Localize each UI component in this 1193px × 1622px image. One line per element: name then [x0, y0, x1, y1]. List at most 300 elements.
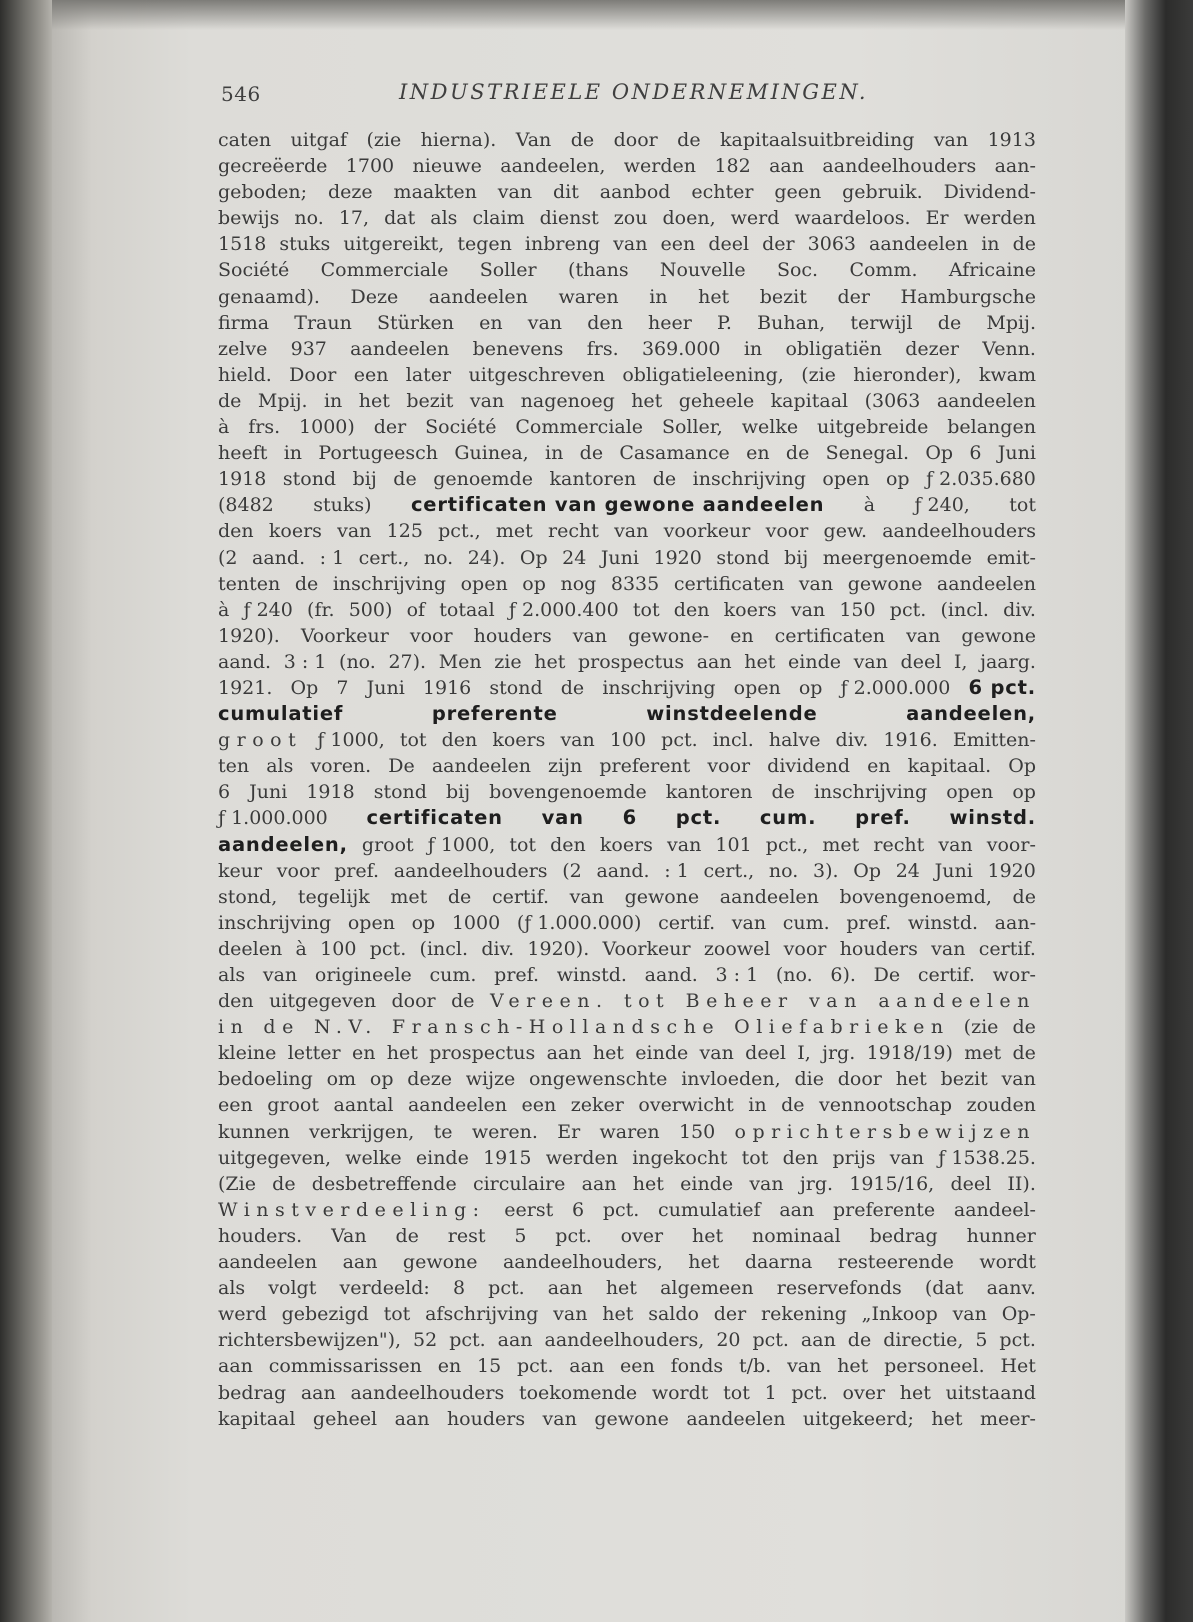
word: van	[787, 1355, 822, 1378]
word: aan	[497, 1329, 533, 1352]
word: 3 : 1	[283, 650, 327, 673]
text-line	[218, 1014, 1036, 1040]
word: tot	[509, 833, 537, 856]
text-line	[218, 231, 1036, 257]
word: I,	[797, 1042, 811, 1065]
bold-phrase: winstdeelende	[646, 702, 818, 726]
word: Hamburgsche	[900, 285, 1036, 308]
word: groot	[361, 833, 414, 856]
word: 1916	[422, 676, 472, 699]
word: deel	[745, 1042, 786, 1065]
word: richtersbewijzen"),	[218, 1329, 402, 1352]
word: koers	[599, 833, 653, 856]
text-line	[218, 466, 1036, 492]
word: kantoren	[549, 468, 637, 491]
word: den	[587, 311, 623, 334]
word: gebruik.	[842, 181, 923, 204]
word: 7	[336, 676, 349, 699]
word: à	[863, 494, 876, 517]
word: 1920	[653, 546, 702, 569]
word: werden	[963, 207, 1036, 230]
text-line	[218, 936, 1036, 962]
word: het	[386, 1042, 418, 1065]
text-line	[218, 1380, 1036, 1406]
word: einde	[415, 1146, 469, 1169]
word: van	[553, 1303, 588, 1326]
word: nominaal	[751, 1224, 841, 1247]
word: jrg.	[799, 1172, 834, 1195]
word: koers	[723, 598, 777, 621]
text-line	[218, 1119, 1036, 1145]
word: De	[388, 755, 415, 778]
text-line	[218, 701, 1036, 727]
text-line	[218, 310, 1036, 336]
word: ƒ 1000,	[317, 729, 385, 752]
word: certif.	[978, 937, 1036, 960]
word: tot	[741, 1146, 769, 1169]
word: waren	[558, 285, 619, 308]
word: op	[369, 1068, 394, 1091]
word: prospectus	[578, 650, 685, 673]
word: cumulatief	[658, 1198, 761, 1221]
word: werden	[623, 155, 697, 178]
word: letter	[287, 1042, 341, 1065]
word: het	[605, 1277, 637, 1300]
word: de	[1012, 1016, 1036, 1039]
spaced-phrase: de	[263, 1016, 300, 1039]
word: tegen	[457, 233, 512, 256]
word: 6	[572, 1198, 585, 1221]
word: van	[889, 1146, 925, 1169]
word: Juni	[997, 442, 1036, 465]
word: personeel.	[884, 1355, 985, 1378]
word: gebezigd	[281, 1303, 369, 1326]
word: aanv.	[986, 1277, 1036, 1300]
word: (thans	[567, 259, 629, 282]
word: 101	[715, 833, 752, 856]
word: t/b.	[739, 1355, 772, 1378]
word: Traun	[294, 311, 352, 334]
word: div.	[1003, 598, 1036, 621]
word: gewone	[961, 624, 1036, 647]
word: aandeelhouders	[882, 520, 1036, 543]
word: van	[613, 233, 648, 256]
spaced-phrase: Beheer	[685, 990, 794, 1013]
text-line	[218, 1275, 1036, 1301]
word: aan	[569, 1355, 605, 1378]
text-line	[218, 1092, 1036, 1118]
word: prijs	[832, 1146, 876, 1169]
bold-phrase: preferente	[431, 702, 558, 726]
page-edge-shadow	[1125, 0, 1193, 1622]
word: 100	[320, 937, 357, 960]
word: aan	[546, 1042, 582, 1065]
word: verkrijgen,	[309, 1120, 415, 1143]
word: 6	[969, 442, 982, 465]
word: 8	[452, 1277, 466, 1300]
word: der	[713, 1303, 747, 1326]
word: voor	[409, 624, 453, 647]
word: met	[964, 1042, 1002, 1065]
word: Op	[519, 546, 548, 569]
word: ƒ 1538.25.	[938, 1146, 1036, 1169]
word: hunner	[966, 1224, 1036, 1247]
word: een	[521, 1094, 557, 1117]
text-line	[218, 753, 1036, 779]
word: stond	[489, 676, 543, 699]
word: het	[592, 1042, 624, 1065]
word: aand.	[596, 859, 650, 882]
text-line	[218, 1327, 1036, 1353]
page-number: 546	[221, 82, 261, 106]
word: van	[1001, 1068, 1036, 1091]
word: de	[1012, 233, 1036, 256]
word: à	[218, 416, 230, 439]
word: 3).	[813, 859, 839, 882]
word: Comm.	[849, 259, 918, 282]
spaced-phrase: in	[218, 1016, 250, 1039]
bold-phrase: aandeelen,	[906, 702, 1036, 726]
word: (dat	[924, 1277, 964, 1300]
word: heer	[648, 311, 692, 334]
word: cert.,	[358, 546, 410, 569]
word: obligatieleening,	[622, 363, 784, 386]
bold-phrase: cum.	[759, 806, 817, 830]
word: eerst	[504, 1198, 554, 1221]
word: hield.	[218, 363, 272, 386]
word: 150	[678, 1120, 716, 1143]
text-line	[218, 362, 1036, 388]
word: 24	[895, 859, 920, 882]
word: op	[1012, 781, 1036, 804]
word: preferent	[599, 755, 691, 778]
word: der	[373, 416, 407, 439]
word: Emitten-	[952, 729, 1036, 752]
text-line	[218, 1301, 1036, 1327]
word: tot	[399, 729, 427, 752]
word: Nouvelle	[659, 259, 746, 282]
word: II).	[1007, 1172, 1036, 1195]
word: Van	[331, 1224, 367, 1247]
word: kantoren	[665, 781, 753, 804]
word: open	[733, 676, 781, 699]
word: (Zie	[218, 1172, 256, 1195]
word: Soller,	[661, 416, 723, 439]
word: de	[393, 468, 417, 491]
word: in	[981, 233, 1000, 256]
word: aandeelen	[686, 1407, 786, 1430]
word: Soc.	[776, 259, 819, 282]
bold-phrase: van	[541, 806, 584, 830]
word: Senegal.	[825, 442, 910, 465]
word: van	[938, 833, 973, 856]
word: bezit	[940, 1068, 988, 1091]
word: 125	[386, 520, 423, 543]
word: aan	[800, 1329, 836, 1352]
word: kapitaal.	[907, 755, 992, 778]
word: afschrijving	[425, 1303, 539, 1326]
word: van	[572, 624, 608, 647]
word: op	[798, 676, 823, 699]
word: stuks	[279, 233, 331, 256]
word: Het	[1000, 1355, 1036, 1378]
word: Mpij.	[257, 389, 308, 412]
word: jrg.	[822, 1042, 856, 1065]
word: deze	[327, 181, 373, 204]
word: 150	[839, 598, 876, 621]
word: certif.	[658, 911, 716, 934]
text-line	[218, 962, 1036, 988]
word: van	[749, 1172, 784, 1195]
word: Mpij.	[986, 311, 1036, 334]
word: en	[437, 1355, 462, 1378]
word: de	[451, 990, 475, 1013]
word: algemeen	[660, 1277, 754, 1300]
word: pct.	[555, 1224, 592, 1247]
bold-phrase: certificaten	[366, 806, 503, 830]
word: zouden	[966, 1094, 1036, 1117]
word: pct.,	[438, 520, 481, 543]
text-line	[218, 623, 1036, 649]
word: ƒ 1.000.000	[218, 807, 328, 830]
word: aandeelhouders	[822, 155, 977, 178]
word: 1700	[345, 155, 395, 178]
word: 1518	[218, 233, 267, 256]
word: waardeloos.	[794, 207, 911, 230]
word: Société	[218, 259, 290, 282]
word: en	[746, 442, 770, 465]
word: Guinea,	[454, 442, 529, 465]
word: wordt	[979, 1251, 1036, 1274]
word: de	[771, 781, 795, 804]
word: belangen	[947, 416, 1036, 439]
word: van	[569, 885, 604, 908]
word: 1915	[483, 1146, 532, 1169]
word: de	[570, 129, 595, 151]
word: uitgebreide	[817, 416, 929, 439]
word: in	[743, 337, 763, 360]
word: aan	[779, 1198, 815, 1221]
word: pref.	[846, 911, 892, 934]
word: voor	[276, 859, 320, 882]
word: bedrag	[869, 1224, 938, 1247]
word: een	[620, 1355, 655, 1378]
word: directie,	[883, 1329, 964, 1352]
spaced-phrase: Vereen.	[489, 990, 609, 1013]
word: bovengenoemd,	[839, 885, 992, 908]
word: „Inkoop	[861, 1303, 938, 1326]
text-line	[218, 832, 1036, 858]
text-line	[218, 1040, 1036, 1066]
word: de	[294, 572, 319, 595]
word: deel	[950, 1172, 992, 1195]
word: winstd.	[556, 964, 627, 986]
word: van	[542, 1407, 577, 1430]
word: preferente	[832, 1198, 936, 1221]
word: kleine	[218, 1042, 277, 1065]
word: zeker	[570, 1094, 624, 1117]
word: uitstaand	[945, 1381, 1036, 1404]
word: op	[885, 468, 910, 491]
word: cert.,	[703, 859, 755, 882]
word: deelen	[218, 937, 283, 960]
spaced-phrase: N.V.	[313, 1016, 378, 1039]
word: 3063	[807, 233, 856, 256]
word: van	[560, 729, 595, 752]
word: dividend	[767, 755, 851, 778]
word: genoemde	[433, 468, 533, 491]
word: (3063	[864, 389, 921, 412]
word: Africaine	[948, 259, 1036, 282]
word: aan	[769, 155, 805, 178]
word: aan-	[994, 155, 1036, 178]
word: ƒ 2.000.400	[508, 598, 619, 621]
word: bezit	[406, 389, 454, 412]
word: rest	[447, 1224, 486, 1247]
word: 937	[290, 337, 327, 360]
text-line	[218, 257, 1036, 283]
word: een	[353, 363, 389, 386]
word: jaarg.	[980, 650, 1036, 673]
word: van	[853, 650, 888, 673]
word: tegelijk	[297, 885, 370, 908]
word: aandeelen	[936, 572, 1036, 595]
word: den	[782, 1146, 819, 1169]
word: later	[405, 363, 452, 386]
word: inschrijving	[692, 468, 806, 491]
word: van	[699, 1042, 734, 1065]
word: verdeeld:	[339, 1277, 430, 1300]
spaced-phrase: groot	[218, 729, 303, 752]
word: einde	[680, 1172, 734, 1195]
word: nieuwe	[412, 155, 482, 178]
word: groot	[267, 1094, 319, 1117]
word: bij	[445, 781, 471, 804]
word: recht	[873, 833, 925, 856]
word: gew.	[823, 520, 867, 543]
word: aandeelen	[869, 233, 969, 256]
word: weren.	[471, 1120, 538, 1143]
word: obligatiën	[785, 337, 882, 360]
word: Juni	[366, 676, 405, 699]
bold-phrase: aandeelen,	[218, 832, 348, 856]
word: bezit	[759, 285, 807, 308]
word: claim	[472, 207, 525, 230]
word: uitgeschreven	[468, 363, 605, 386]
word: reservefonds	[776, 1277, 902, 1300]
text-line	[218, 910, 1036, 936]
word: der	[837, 285, 870, 308]
word: saldo	[648, 1303, 699, 1326]
word: aandeelen	[428, 285, 528, 308]
word: met	[495, 520, 533, 543]
word: 17,	[338, 207, 370, 230]
word: overwicht	[638, 1094, 734, 1117]
word: in	[323, 389, 343, 412]
text-line	[218, 153, 1036, 179]
word: door	[837, 1068, 882, 1091]
word: no.	[423, 546, 454, 569]
word: Voorkeur	[300, 624, 389, 647]
word: 1920	[987, 859, 1036, 882]
word: Commerciale	[320, 259, 449, 282]
word: cum.	[782, 911, 830, 934]
word: firma	[218, 311, 270, 334]
word: waren	[599, 1120, 660, 1143]
word: Deze	[350, 285, 399, 308]
word: de	[395, 1224, 419, 1247]
word: Dividend-	[943, 181, 1036, 204]
word: de	[652, 468, 677, 491]
word: rekening	[761, 1303, 847, 1326]
word: à	[295, 937, 307, 960]
word: het	[631, 389, 663, 412]
word: fonds	[670, 1355, 724, 1378]
word: wordt	[651, 1381, 709, 1404]
word: pct.	[752, 1329, 789, 1352]
word: voor	[707, 755, 751, 778]
word: Commerciale	[515, 416, 644, 439]
word: de	[560, 676, 585, 699]
word: en	[867, 755, 891, 778]
word: Op	[853, 859, 882, 882]
word: ingekocht	[632, 1146, 728, 1169]
word: het	[698, 285, 730, 308]
word: aan	[547, 1277, 583, 1300]
word: zelve	[218, 337, 268, 360]
word: over	[620, 1224, 664, 1247]
text-line	[218, 675, 1036, 701]
word: met	[390, 885, 428, 908]
word: open	[347, 911, 395, 934]
text-line	[218, 1223, 1036, 1249]
word: inbreng	[524, 233, 601, 256]
bold-phrase: 6	[622, 806, 637, 830]
word: den	[218, 990, 254, 1013]
word: 5	[514, 1224, 527, 1247]
text-line	[218, 1171, 1036, 1197]
word: 6).	[830, 964, 856, 986]
word: van	[527, 311, 563, 334]
word: het	[688, 1251, 720, 1274]
word: meergenoemde	[822, 546, 973, 569]
word: kapitaal	[218, 1407, 296, 1430]
word: koers	[492, 729, 546, 752]
word: de	[781, 1094, 805, 1117]
word: zie	[494, 650, 522, 673]
word: genaamd).	[218, 285, 320, 308]
word: stond,	[218, 885, 278, 908]
word: het	[895, 1068, 927, 1091]
bold-phrase: pct.	[675, 806, 722, 830]
word: commissarissen	[268, 1355, 422, 1378]
word: inschrijving	[332, 572, 447, 595]
word: gewone	[402, 1251, 478, 1274]
word: pct.,	[765, 833, 809, 856]
word: het	[691, 1224, 724, 1247]
word: 100	[609, 729, 647, 752]
word: 1000)	[299, 416, 355, 439]
word: aan	[581, 1172, 617, 1195]
word: houders	[473, 624, 552, 647]
running-title: INDUSTRIEELE ONDERNEMINGEN.	[399, 80, 869, 104]
word: gewone	[594, 1407, 669, 1430]
word: van	[798, 572, 834, 595]
word: meer-	[979, 1407, 1036, 1430]
bold-phrase: pref.	[855, 806, 911, 830]
text-line	[218, 414, 1036, 440]
word: (no.	[339, 650, 376, 673]
